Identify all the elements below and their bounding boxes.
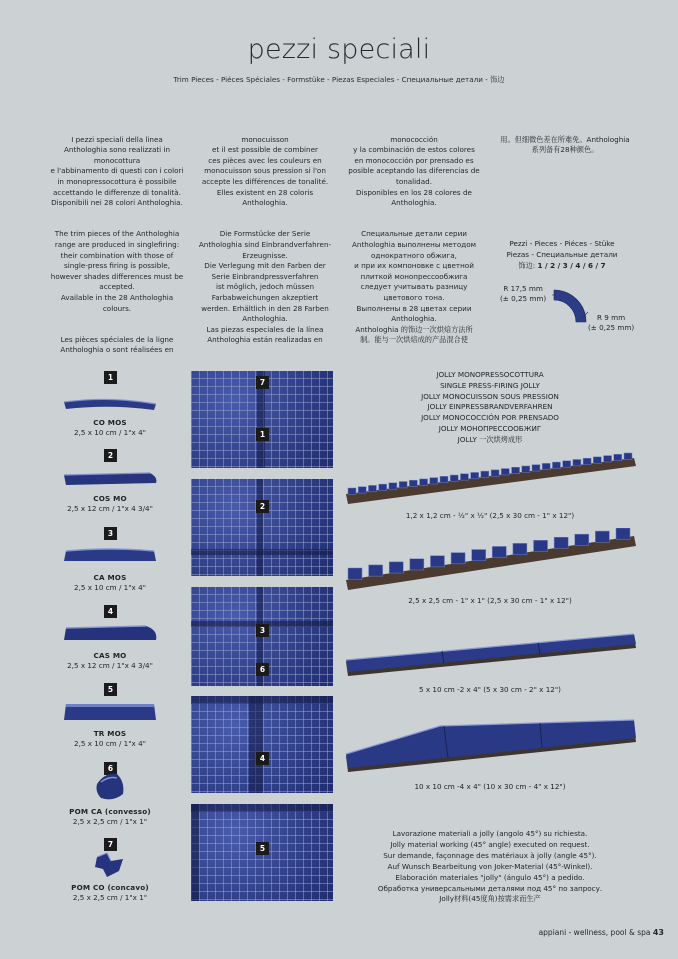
tile-strip-10x10 [340, 712, 640, 782]
photo-number-badge: 6 [256, 663, 269, 676]
photo-number-badge: 3 [256, 624, 269, 637]
piece-label: POM CA (convesso) 2,5 x 2,5 cm / 1"x 1" [69, 807, 151, 827]
paragraph: monococción y la combinación de estos colores en monococción por prensado es posible aceptando las diferencias de tonalidad. Disponibles en los 28 colores de Anthologhia. [348, 134, 480, 208]
photo-number-badge: 2 [256, 500, 269, 513]
photo-number-badge: 1 [256, 428, 269, 441]
jolly-heading: JOLLY MONOPRESSOCOTTURA SINGLE PRESS-FIRING JOLLY JOLLY MONOCUISSON SOUS PRESSION JOLLY EINPRESSBRANDVERFAHREN JOLLY MONOCOCCIÓN POR PRENSADO JOLLY МОНОПРЕССООБЖИГ JOLLY 一次烘烤成形 [421, 370, 559, 444]
mosaic-chip [472, 550, 486, 561]
piece-number-badge: 2 [104, 449, 117, 462]
pom-ca-piece-icon [93, 770, 127, 804]
strip-label: 2,5 x 2,5 cm - 1" x 1" (2,5 x 30 cm - 1" x 12") [408, 596, 572, 605]
photo-number-badge: 4 [256, 752, 269, 765]
legend-line: 饰边: 1 / 2 / 3 / 4 / 6 / 7 [518, 261, 606, 270]
mosaic-chip [369, 565, 383, 576]
mosaic-chip [471, 472, 479, 478]
paragraph: monocuisson et il est possible de combiner ces pièces avec les couleurs en monocuisson sous pression si l'on accepte les différences de tonalité. Elles existent en 28 coloris Anthologhia. [201, 134, 329, 208]
piece-label: TR MOS 2,5 x 10 cm / 1"x 4" [74, 729, 146, 749]
mosaic-chip [430, 478, 438, 484]
photo-number-badge: 7 [256, 376, 269, 389]
radius-profile-icon [552, 286, 590, 324]
piece-number-badge: 5 [104, 683, 117, 696]
cos-mo-piece-icon [60, 467, 160, 489]
piece-number-badge: 6 [104, 762, 117, 775]
mosaic-chip [430, 556, 444, 567]
mosaic-chip [348, 488, 356, 494]
mosaic-chip [595, 531, 609, 542]
strip-label: 1,2 x 1,2 cm - ½" x ½" (2,5 x 30 cm - 1" x 12") [405, 511, 575, 520]
mosaic-chip [379, 484, 387, 490]
piece-number-badge: 3 [104, 527, 117, 540]
cas-mo-piece-icon [60, 622, 160, 646]
mosaic-chip [358, 487, 366, 493]
piece-label: CAS MO 2,5 x 12 cm / 1"x 4 3/4" [67, 651, 153, 671]
page-title: pezzi speciali [247, 34, 431, 65]
ca-mos-piece-icon [60, 545, 160, 567]
piece-label: COS MO 2,5 x 12 cm / 1"x 4 3/4" [67, 494, 153, 514]
mosaic-chip [440, 476, 448, 482]
mosaic-chip [368, 485, 376, 491]
piece-number-badge: 1 [104, 371, 117, 384]
mosaic-chip [534, 540, 548, 551]
mosaic-chip [573, 459, 581, 465]
mosaic-chip [614, 454, 622, 460]
mosaic-chip [532, 465, 540, 471]
co-mos-piece-icon [60, 392, 160, 414]
page-footer: appiani - wellness, pool & spa 43 [538, 928, 664, 937]
paragraph: Специальные детали серии Anthologhia выполнены методом однократного обжига, и при их компоновке с цветной плиткой монопрессообжига следует учитывать разницу цветового тона. Выполнены в 28 цветах серии Anthologhia. Anthologhia 的饰边一次烘焙方法所 制。能与一次烘焙成的产品混合使 [351, 229, 477, 345]
paragraph: Die Formstücke der Serie Anthologhia sind Einbrandverfahren- Erzeugnisse. Die Verlegung mit den Farben der Serie Einbrandpressverfahren ist möglich, jedoch müssen Farbabweichungen akzeptiert werden. Erhältlich in den 28 Farben Anthologhia. Las piezas especiales de la línea Anthologhia están realizadas en [198, 229, 332, 345]
piece-number-badge: 7 [104, 838, 117, 851]
paragraph: I pezzi speciali della linea Anthologhia sono realizzati in monocottura e l'abbinamento di questi con i colori in monopressocottura è possibile accettando le differenze di tonalità. Disponibili nei 28 colori Anthologhia. [50, 134, 184, 208]
tr-mos-piece-icon [60, 700, 160, 726]
mosaic-chip [420, 479, 428, 485]
radius-large-label: R 17,5 mm (± 0,25 mm) [500, 284, 547, 303]
mosaic-chip [450, 475, 458, 481]
mosaic-chip [410, 559, 424, 570]
pieces-legend [482, 238, 642, 271]
paragraph: Les pièces spéciales de la ligne Anthologhia o sont réalisées en [60, 334, 174, 355]
mosaic-chip [554, 537, 568, 548]
piece-label: CA MOS 2,5 x 10 cm / 1"x 4" [74, 573, 146, 593]
pom-co-piece-icon [93, 849, 127, 881]
page-subtitle: Trim Pieces - Piéces Spéciales - Formstüke - Piezas Especiales - Специальные детали - 饰边 [173, 75, 505, 84]
mosaic-strip-25mm [340, 528, 640, 594]
piece-label: CO MOS 2,5 x 10 cm / 1"x 4" [74, 418, 146, 438]
mosaic-chip [389, 562, 403, 573]
mosaic-chip [542, 463, 550, 469]
application-photo [191, 696, 333, 793]
mosaic-chip [593, 457, 601, 463]
page-number: 43 [652, 928, 664, 937]
photo-number-badge: 5 [256, 842, 269, 855]
mosaic-chip [492, 546, 506, 557]
tile-strip-5x10 [340, 628, 640, 686]
mosaic-chip [501, 469, 509, 475]
mosaic-chip [481, 471, 489, 477]
mosaic-chip [522, 466, 530, 472]
paragraph: The trim pieces of the Anthologhia range are produced in singlefiring: their combination with those of single-press firing is possible, however shades differences must be accepted. Available in the 28 Anthologhia colours. [50, 229, 184, 313]
mosaic-chip [575, 534, 589, 545]
piece-number-badge: 4 [104, 605, 117, 618]
mosaic-chip [624, 453, 632, 459]
text-column-1 [42, 124, 192, 376]
mosaic-chip [512, 467, 520, 473]
paragraph: 用。但细微色差在所难免。Anthologhia 系列备有28种颜色。 [500, 134, 630, 155]
mosaic-strip-12mm [340, 452, 640, 512]
mosaic-chip [389, 483, 397, 489]
mosaic-chip [583, 458, 591, 464]
piece-label: POM CO (concavo) 2,5 x 2,5 cm / 1"x 1" [71, 883, 149, 903]
application-photo [191, 479, 333, 576]
strip-label: 10 x 10 cm -4 x 4" (10 x 30 cm - 4" x 12") [414, 782, 566, 791]
mosaic-chip [604, 456, 612, 462]
strip-label: 5 x 10 cm -2 x 4" (5 x 30 cm - 2" x 12") [419, 685, 561, 694]
mosaic-chip [552, 462, 560, 468]
text-column-2 [190, 124, 340, 366]
mosaic-chip [451, 553, 465, 564]
text-column-4 [488, 124, 642, 176]
mosaic-chip [563, 461, 571, 467]
mosaic-chip [399, 482, 407, 488]
radius-small-label: R 9 mm (± 0,25 mm) [588, 313, 635, 332]
mosaic-chip [409, 480, 417, 486]
mosaic-chip [616, 528, 630, 539]
mosaic-chip [513, 543, 527, 554]
jolly-workings-note: Lavorazione materiali a jolly (angolo 45°) su richiesta. Jolly material working (45° angle) executed on request. Sur demande, façonnage des matériaux à jolly (angle 45°). Auf Wunsch Bearbeitung von Joker-Material (45°-Winkel). Elaboración materiales "jolly" (ángulo 45°) a pedido. Обработка универсальными деталями под 45° по запросу. Jolly材料(45度角)按需求而生产 [377, 829, 603, 904]
legend-line: Piezas - Специальные детали [506, 250, 618, 259]
mosaic-chip [460, 474, 468, 480]
legend-line: Pezzi - Pieces - Piéces - Stüke [509, 239, 615, 248]
mosaic-chip [491, 470, 499, 476]
mosaic-chip [348, 568, 362, 579]
text-column-3 [338, 124, 490, 366]
